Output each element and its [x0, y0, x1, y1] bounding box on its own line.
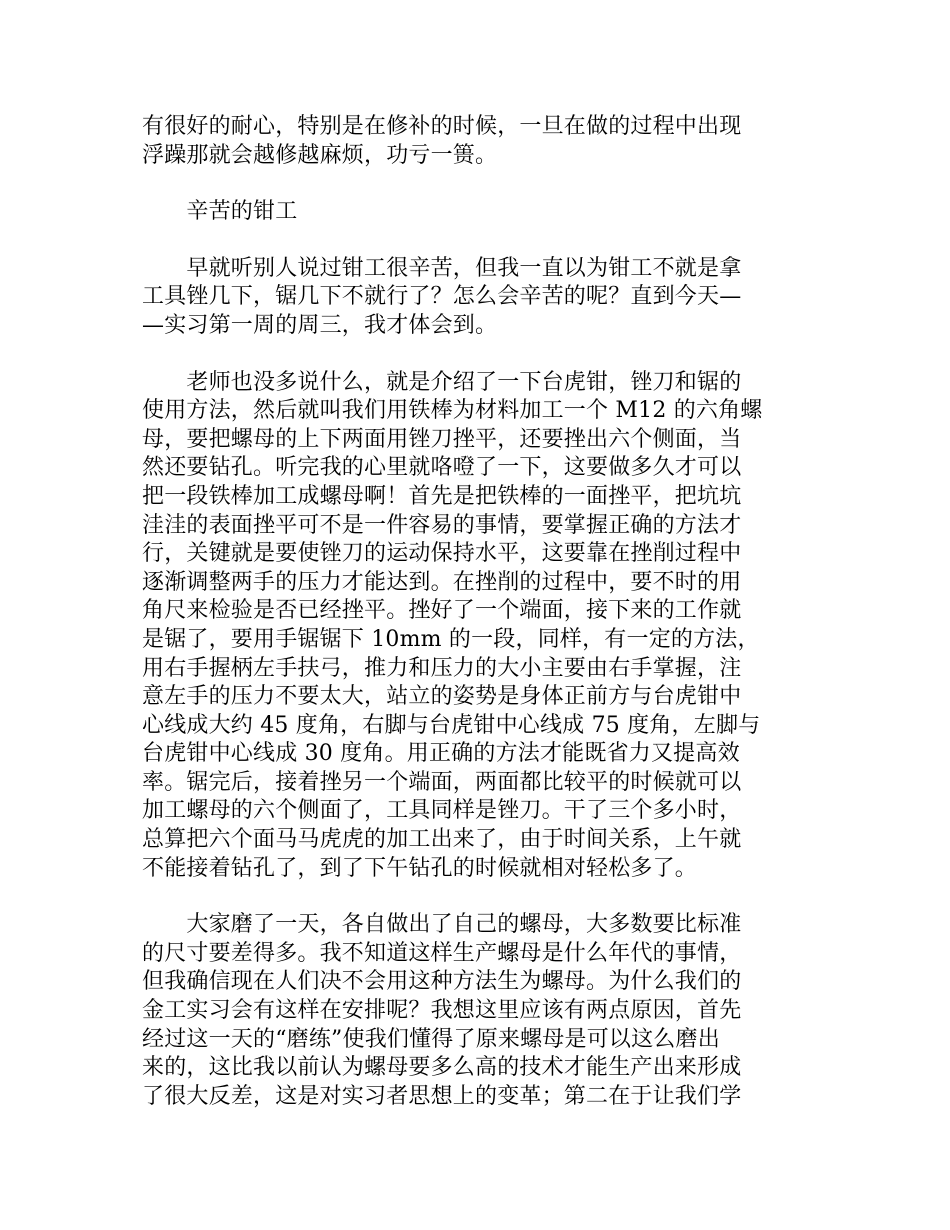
- text-line: 加工螺母的六个侧面了，工具同样是锉刀。干了三个多小时，: [142, 798, 742, 824]
- text-line: 母，要把螺母的上下两面用锉刀挫平，还要挫出六个侧面，当: [142, 426, 742, 452]
- text-line: 的尺寸要差得多。我不知道这样生产螺母是什么年代的事情，: [142, 940, 742, 966]
- text-line: 行，关键就是要使锉刀的运动保持水平，这要靠在挫削过程中: [142, 541, 742, 567]
- text-line: 经过这一天的“磨练”使我们懂得了原来螺母是可以这么磨出: [142, 1026, 720, 1052]
- text-line: 台虎钳中心线成 30 度角。用正确的方法才能既省力又提高效: [142, 741, 740, 767]
- text-line: 了很大反差，这是对实习者思想上的变革；第二在于让我们学: [142, 1083, 742, 1109]
- text-line: 心线成大约 45 度角，右脚与台虎钳中心线成 75 度角，左脚与: [142, 712, 761, 738]
- paragraph-expectation: [142, 255, 822, 341]
- text-line: 大家磨了一天，各自做出了自己的螺母，大多数要比标准: [142, 912, 742, 938]
- text-line: 老师也没多说什么，就是介绍了一下台虎钳，锉刀和锯的: [142, 369, 742, 395]
- text-line: 来的，这比我以前认为螺母要多么高的技术才能生产出来形成: [142, 1055, 742, 1081]
- section-heading: [142, 198, 822, 227]
- text-line: 金工实习会有这样在安排呢？我想这里应该有两点原因，首先: [142, 998, 742, 1024]
- text-line: 是锯了，要用手锯锯下 10mm 的一段，同样，有一定的方法，: [142, 626, 760, 652]
- text-line: 使用方法，然后就叫我们用铁棒为材料加工一个 M12 的六角螺: [142, 398, 763, 424]
- text-line: 早就听别人说过钳工很辛苦，但我一直以为钳工不就是拿: [142, 255, 742, 281]
- text-line: 有很好的耐心，特别是在修补的时候，一旦在做的过程中出现: [142, 114, 742, 139]
- paragraph-reflection: [142, 911, 822, 1111]
- text-line: 不能接着钻孔了，到了下午钻孔的时候就相对轻松多了。: [142, 855, 698, 881]
- paragraph-intro-continuation: [142, 113, 822, 170]
- text-line: 总算把六个面马马虎虎的加工出来了，由于时间关系，上午就: [142, 827, 742, 853]
- text-line: 浮躁那就会越修越麻烦，功亏一篑。: [142, 142, 498, 168]
- text-line: 把一段铁棒加工成螺母啊！首先是把铁棒的一面挫平，把坑坑: [142, 483, 742, 509]
- text-line: 率。锯完后，接着挫另一个端面，两面都比较平的时候就可以: [142, 769, 742, 795]
- text-line: 用右手握柄左手扶弓，推力和压力的大小主要由右手掌握，注: [142, 655, 742, 681]
- text-line: 意左手的压力不要太大，站立的姿势是身体正前方与台虎钳中: [142, 684, 742, 710]
- text-line: 逐渐调整两手的压力才能达到。在挫削的过程中，要不时的用: [142, 569, 742, 595]
- text-line: 但我确信现在人们决不会用这种方法生为螺母。为什么我们的: [142, 969, 742, 995]
- heading-text: 辛苦的钳工: [142, 199, 298, 225]
- text-line: 角尺来检验是否已经挫平。挫好了一个端面，接下来的工作就: [142, 598, 742, 624]
- text-line: 洼洼的表面挫平可不是一件容易的事情，要掌握正确的方法才: [142, 512, 742, 538]
- document-page: [142, 113, 822, 1139]
- text-line: 工具锉几下，锯几下不就行了？怎么会辛苦的呢？直到今天—: [142, 284, 742, 310]
- text-line: 然还要钻孔。听完我的心里就咯噔了一下，这要做多久才可以: [142, 455, 742, 481]
- text-line: —实习第一周的周三，我才体会到。: [142, 312, 498, 338]
- paragraph-process: [142, 369, 822, 884]
